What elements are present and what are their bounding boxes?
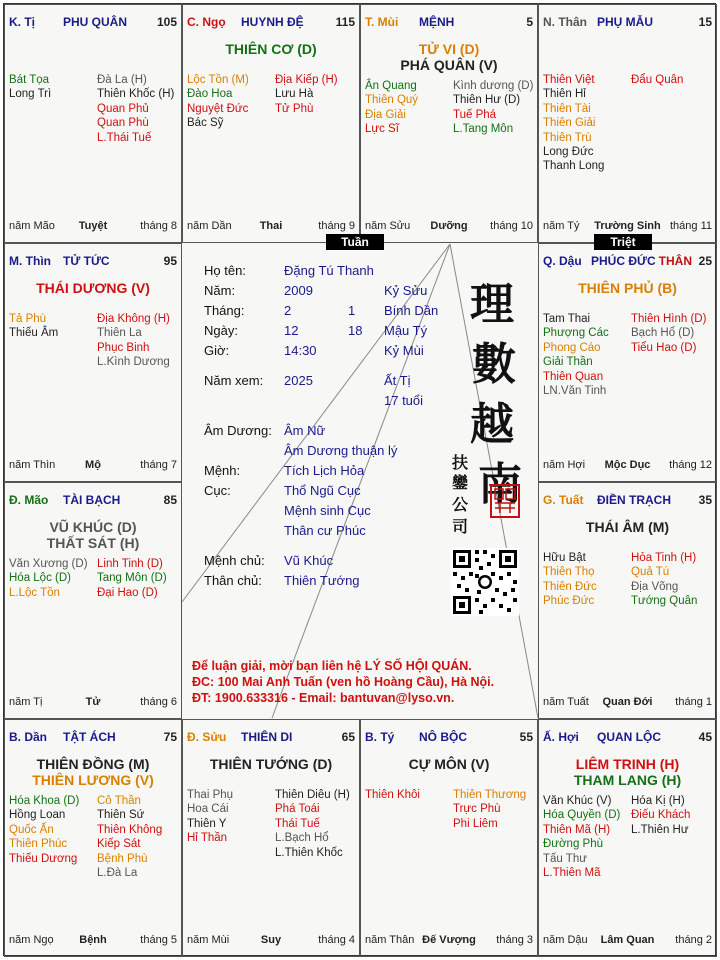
palace-footer (9, 696, 177, 710)
minor-stars-left (543, 312, 609, 398)
view-year-value: 2025 (284, 373, 313, 388)
palace-position: C. Ngọ (187, 15, 226, 29)
palace-number: 35 (698, 493, 712, 507)
triet-tag: Triệt (594, 234, 652, 250)
palace-footer (9, 220, 177, 234)
minor-star: Long Trì (9, 88, 52, 101)
palace-position: M. Thìn (9, 254, 51, 268)
minor-star: Tử Phù (275, 102, 314, 115)
minor-star: Hóa Kị (H) (631, 795, 685, 807)
minor-star: L.Thiên Hư (631, 823, 689, 836)
footer-year: năm Tý (543, 220, 580, 232)
palace-number: 115 (335, 15, 355, 29)
palace-name: ĐIỀN TRẠCH (597, 493, 671, 507)
palace-position: G. Tuất (543, 493, 584, 507)
thanchu-value: Thiên Tướng (284, 573, 360, 588)
seal-char-3: 公 (451, 495, 468, 514)
minor-star: Văn Khúc (V) (543, 795, 612, 807)
palace-header (9, 15, 177, 31)
palace-name: THIÊN DI (241, 730, 293, 744)
minor-star: Lưu Hà (275, 88, 314, 101)
month-lunar: 1 (348, 303, 356, 318)
palace-position: B. Tý (365, 730, 395, 744)
day-label: Ngày: (204, 323, 238, 338)
major-star: PHÁ QUÂN (V) (400, 57, 498, 73)
minor-star: Thiên Không (97, 823, 163, 836)
palace-footer (543, 459, 712, 473)
major-star: CỰ MÔN (V) (408, 756, 490, 772)
calligraphy-char-3: 越 (470, 399, 514, 450)
minor-star: Long Đức (543, 145, 594, 158)
minor-star: Phi Liêm (453, 817, 498, 830)
palace-header (365, 730, 533, 746)
footer-month: tháng 8 (140, 220, 177, 232)
major-star: TỬ VI (D) (418, 41, 480, 57)
minor-stars-left (365, 788, 420, 802)
footer-month: tháng 7 (140, 459, 177, 471)
minor-stars-left (543, 551, 597, 609)
palace-name: TÀI BẠCH (63, 493, 121, 507)
minor-stars-left (9, 557, 88, 600)
palace-position: Q. Dậu (543, 254, 582, 268)
footer-year: năm Mão (9, 220, 55, 232)
minor-star: Thiên Mã (H) (543, 823, 611, 836)
minor-star: LN.Văn Tinh (543, 384, 607, 397)
amduong-label: Âm Dương: (204, 423, 272, 438)
palace-cell-ngo (182, 4, 360, 243)
minor-stars-right (631, 551, 697, 609)
minor-star: Thiên Phúc (9, 838, 68, 851)
footer-stage: Tử (85, 696, 101, 708)
footer-month: tháng 4 (318, 934, 355, 946)
palace-name: MỆNH (419, 15, 455, 29)
major-star: THIÊN PHỦ (B) (578, 280, 677, 296)
palace-header (9, 730, 177, 746)
palace-header (543, 730, 712, 746)
menh-label: Mệnh: (204, 463, 241, 478)
major-star: THÁI ÂM (M) (585, 519, 670, 535)
minor-star: L.Thiên Khốc (275, 846, 343, 859)
year-can: Kỷ Sửu (384, 283, 428, 298)
palace-footer (543, 696, 712, 710)
palace-cell-suu (182, 719, 360, 957)
month-can: Bính Dần (384, 303, 439, 318)
minor-star: Hỉ Thần (187, 832, 228, 845)
palace-footer (187, 220, 355, 234)
minor-stars-left (543, 73, 604, 174)
footer-year: năm Ngọ (9, 934, 54, 946)
minor-star: Hoa Cái (187, 803, 229, 816)
minor-star: Bát Tọa (9, 74, 50, 86)
footer-month: tháng 9 (318, 220, 355, 232)
minor-star: Ân Quang (365, 80, 417, 92)
minor-star: Bạch Hổ (D) (631, 327, 695, 340)
palace-cell-mao (4, 482, 182, 719)
major-star: THÁI DƯƠNG (V) (36, 280, 150, 296)
minor-stars-right (275, 788, 350, 860)
menh-value: Tích Lịch Hỏa (284, 463, 365, 478)
minor-star: Điếu Khách (631, 809, 691, 822)
minor-star: Nguyệt Đức (187, 102, 249, 115)
minor-star: Hóa Lộc (D) (9, 572, 71, 585)
palace-name: TẬT ÁCH (63, 730, 116, 744)
palace-position: Ấ. Hợi (543, 730, 579, 744)
minor-star: Phượng Các (543, 327, 609, 340)
minor-star: Quả Tú (631, 566, 670, 579)
minor-star: L.Đà La (97, 866, 138, 879)
minor-star: L.Bạch Hổ (275, 832, 329, 845)
palace-cell-ty (4, 4, 182, 243)
tuan-tag: Tuần (326, 234, 384, 250)
footer-year: năm Dần (187, 220, 232, 232)
view-year-can: Ất Tị (384, 373, 411, 388)
minor-star: Địa Võng (631, 580, 679, 593)
minor-star: Hóa Khoa (D) (9, 795, 80, 807)
minor-star: Hữu Bật (543, 552, 586, 564)
minor-star: Giải Thần (543, 356, 593, 369)
minor-star: Thiên Y (187, 817, 227, 830)
minor-star: Thiên Khôi (365, 789, 420, 801)
minor-stars-left (187, 73, 249, 131)
footer-month: tháng 3 (496, 934, 533, 946)
minor-stars-right (97, 557, 167, 600)
name-value: Đặng Tú Thanh (284, 263, 374, 278)
palace-number: 85 (163, 493, 177, 507)
minor-star: Thiên Hình (D) (631, 313, 707, 325)
footer-stage: Mộc Dục (604, 459, 651, 471)
month-label: Tháng: (204, 303, 245, 318)
palace-footer (365, 934, 533, 948)
palace-header (9, 493, 177, 509)
minor-stars-left (9, 312, 58, 341)
palace-position: B. Dần (9, 730, 48, 744)
footer-stage: Đế Vượng (422, 934, 476, 946)
major-star: THAM LANG (H) (573, 772, 682, 788)
calligraphy-char-4: 南 (478, 459, 522, 510)
major-star: THIÊN CƠ (D) (225, 41, 317, 57)
contact-line-3: ĐT: 1900.633316 - Email: bantuvan@lyso.vn. (192, 691, 455, 705)
minor-star: Kình dương (D) (453, 80, 534, 92)
year-value: 2009 (284, 283, 313, 298)
palace-number: 25 (698, 254, 712, 268)
minor-star: Địa Không (H) (97, 313, 170, 325)
day-lunar: 18 (348, 323, 363, 338)
minor-star: Trực Phù (453, 803, 501, 816)
hour-value: 14:30 (284, 343, 317, 358)
calligraphy-char-1: 理 (470, 279, 514, 330)
minor-star: Thiên Sứ (97, 809, 145, 822)
minor-star: Hỏa Tinh (H) (631, 552, 697, 564)
palace-header (365, 15, 533, 31)
month-value: 2 (284, 303, 292, 318)
footer-stage: Lâm Quan (600, 934, 655, 946)
palace-cell-dan (4, 719, 182, 957)
cuc-detail-1: Mệnh sinh Cục (284, 503, 371, 518)
palace-number: 75 (163, 730, 177, 744)
palace-footer (543, 220, 712, 234)
minor-stars-left (9, 73, 51, 102)
amduong-value: Âm Nữ (284, 423, 326, 438)
minor-star: Đường Phù (543, 838, 603, 851)
minor-stars-left (187, 788, 233, 846)
minor-star: Thiên La (97, 327, 142, 340)
palace-position: Đ. Mão (9, 493, 49, 507)
menhchu-value: Vũ Khúc (284, 553, 334, 568)
minor-star: Tiểu Hao (D) (631, 341, 697, 354)
footer-year: năm Sửu (365, 220, 411, 232)
footer-month: tháng 6 (140, 696, 177, 708)
minor-star: Thiên Việt (543, 74, 595, 86)
view-year-label: Năm xem: (204, 373, 264, 388)
palace-position: N. Thân (543, 15, 587, 29)
minor-star: Thiên Giải (543, 117, 596, 130)
cuc-detail-2: Thân cư Phúc (284, 523, 366, 538)
minor-star: Thiên Thọ (543, 566, 595, 579)
minor-star: Tam Thai (543, 313, 591, 325)
palace-name: PHỤ MẪU (597, 15, 653, 29)
minor-star: L.Lộc Tồn (9, 586, 60, 599)
footer-stage: Bệnh (79, 934, 107, 946)
cuc-value: Thổ Ngũ Cục (284, 483, 361, 498)
minor-star: Quốc Ấn (9, 823, 54, 836)
palace-number: 65 (341, 730, 355, 744)
major-star: VŨ KHÚC (D) (49, 519, 137, 535)
minor-star: Thiên Quý (365, 94, 419, 107)
footer-stage: Dưỡng (430, 220, 468, 232)
hour-label: Giờ: (204, 343, 230, 358)
major-star: THẤT SÁT (H) (46, 535, 140, 551)
minor-star: Địa Kiếp (H) (275, 74, 338, 86)
palace-name: QUAN LỘC (597, 730, 661, 744)
cuc-label: Cục: (204, 483, 231, 498)
minor-star: Tả Phù (9, 313, 47, 325)
minor-star: Lộc Tồn (M) (187, 74, 249, 86)
minor-star: Phục Binh (97, 341, 150, 354)
palace-footer (187, 934, 355, 948)
minor-star: Cô Thần (97, 795, 141, 807)
palace-name: HUYNH ĐỆ (241, 15, 304, 29)
palace-name: PHÚC ĐỨC (591, 254, 656, 268)
palace-cell-dau (538, 243, 717, 482)
age-value: 17 tuổi (384, 393, 424, 408)
minor-stars-left (543, 794, 620, 880)
minor-star: L.Thái Tuế (97, 131, 152, 144)
palace-cell-than (538, 4, 717, 243)
footer-year: năm Thân (365, 934, 415, 946)
minor-star: Thái Tuế (275, 817, 320, 830)
footer-month: tháng 11 (669, 220, 712, 232)
footer-year: năm Dậu (543, 934, 588, 946)
amduong-detail: Âm Dương thuận lý (284, 443, 398, 458)
palace-cell-hoi (538, 719, 717, 957)
red-seal-icon (490, 484, 520, 518)
palace-header (543, 254, 712, 270)
minor-star: Hóa Quyền (D) (543, 809, 621, 822)
minor-star: Tấu Thư (543, 852, 587, 865)
palace-cell-tuat (538, 482, 717, 719)
footer-month: tháng 5 (140, 934, 177, 946)
minor-stars-right (275, 73, 338, 116)
footer-month: tháng 10 (490, 220, 533, 232)
palace-header (543, 15, 712, 31)
palace-name: NÔ BỘC (419, 730, 467, 744)
footer-stage: Mộ (85, 459, 101, 471)
minor-star: Đà La (H) (97, 74, 147, 86)
minor-star: Linh Tinh (D) (97, 558, 163, 570)
thanchu-label: Thân chủ: (204, 573, 262, 588)
footer-month: tháng 1 (675, 696, 712, 708)
minor-star: Thiếu Dương (9, 852, 78, 865)
footer-year: năm Mùi (187, 934, 230, 946)
contact-line-2: ĐC: 100 Mai Anh Tuấn (ven hồ Hoàng Cầu), Hà Nội. (192, 675, 495, 689)
qr-code-icon (451, 548, 519, 616)
palace-footer (9, 934, 177, 948)
footer-year: năm Thìn (9, 459, 56, 471)
palace-number: 5 (526, 15, 533, 29)
palace-header (187, 730, 355, 746)
minor-star: Thiếu Âm (9, 327, 59, 340)
palace-name: TỬ TỨC (63, 254, 110, 268)
minor-stars-left (365, 79, 418, 137)
footer-stage: Tuyệt (78, 220, 108, 232)
palace-position: K. Tị (9, 15, 35, 29)
footer-month: tháng 2 (675, 934, 712, 946)
seal-char-4: 司 (451, 517, 468, 536)
footer-stage: Suy (260, 934, 282, 946)
minor-star: Thiên Đức (543, 580, 597, 593)
hour-can: Kỷ Mùi (384, 343, 424, 358)
footer-stage: Thai (259, 220, 283, 232)
palace-position: T. Mùi (365, 15, 399, 29)
minor-star: Thiên Tài (543, 102, 591, 115)
minor-star: Thai Phụ (187, 789, 234, 801)
palace-number: 95 (163, 254, 177, 268)
palace-cell-mui (360, 4, 538, 243)
minor-star: Đẩu Quân (631, 74, 684, 86)
minor-star: Lực Sĩ (365, 123, 399, 136)
footer-month: tháng 12 (669, 459, 712, 471)
minor-star: Văn Xương (D) (9, 558, 88, 570)
minor-star: Đào Hoa (187, 88, 233, 101)
minor-star: Kiếp Sát (97, 838, 141, 851)
name-label: Họ tên: (204, 263, 246, 278)
minor-star: Địa Giải (365, 108, 406, 121)
palace-footer (365, 220, 533, 234)
than-marker: THÂN (658, 254, 692, 268)
minor-star: Thiên Hư (D) (453, 94, 521, 107)
palace-header (187, 15, 355, 31)
minor-stars-left (9, 794, 79, 866)
minor-star: L.Tang Môn (453, 123, 514, 136)
contact-line-1: Để luận giải, mời bạn liên hệ LÝ SỐ HỘI QUÁN. (192, 659, 472, 673)
minor-star: Thiên Khốc (H) (97, 88, 175, 101)
palace-position: Đ. Sửu (187, 730, 227, 744)
minor-star: Tướng Quân (631, 595, 698, 608)
major-star: THIÊN TƯỚNG (D) (209, 756, 333, 772)
minor-stars-right (631, 312, 706, 355)
minor-star: Bác Sỹ (187, 117, 224, 130)
footer-stage: Trường Sinh (594, 220, 661, 232)
minor-stars-right (453, 788, 526, 831)
minor-stars-right (97, 794, 162, 880)
day-can: Mậu Tý (384, 323, 428, 338)
palace-name: PHU QUÂN (63, 15, 128, 29)
minor-stars-right (97, 312, 170, 370)
minor-star: Tang Môn (D) (97, 572, 167, 585)
palace-number: 105 (156, 15, 177, 29)
footer-stage: Quan Đới (602, 696, 653, 708)
minor-star: Quan Phủ (97, 102, 149, 115)
minor-star: L.Thiên Mã (543, 866, 601, 879)
major-star: THIÊN ĐỒNG (M) (36, 756, 150, 772)
palace-header (543, 493, 712, 509)
palace-header (9, 254, 177, 270)
minor-stars-right (631, 73, 683, 87)
minor-stars-right (631, 794, 690, 837)
minor-star: Thiên Hỉ (543, 88, 586, 101)
minor-star: Tuế Phá (453, 108, 497, 121)
palace-number: 55 (519, 730, 533, 744)
footer-year: năm Hợi (543, 459, 586, 471)
major-star: THIÊN LƯƠNG (V) (32, 772, 154, 788)
minor-star: Phong Cáo (543, 341, 601, 354)
minor-star: Đại Hao (D) (97, 586, 158, 599)
seal-char-1: 扶 (451, 453, 468, 472)
major-star: LIÊM TRINH (H) (575, 756, 680, 772)
minor-star: Bệnh Phù (97, 852, 148, 865)
palace-footer (543, 934, 712, 948)
minor-stars-right (453, 79, 533, 137)
menhchu-label: Mệnh chủ: (204, 553, 265, 568)
palace-cell-ty2 (360, 719, 538, 957)
calligraphy-char-2: 數 (472, 339, 516, 390)
palace-cell-thin (4, 243, 182, 482)
minor-star: Thiên Diêu (H) (275, 789, 350, 801)
minor-star: Phúc Đức (543, 595, 595, 608)
minor-stars-right (97, 73, 174, 145)
minor-star: Thiên Thương (453, 789, 527, 801)
minor-star: Thiên Trù (543, 131, 592, 144)
footer-year: năm Tị (9, 696, 43, 708)
minor-star: Phá Toái (275, 803, 320, 816)
day-value: 12 (284, 323, 299, 338)
minor-star: Quan Phù (97, 117, 149, 130)
palace-footer (9, 459, 177, 473)
minor-star: Thiên Quan (543, 370, 604, 383)
year-label: Năm: (204, 283, 236, 298)
palace-number: 15 (698, 15, 712, 29)
minor-star: Thanh Long (543, 160, 605, 173)
footer-year: năm Tuất (543, 696, 589, 708)
minor-star: Hồng Loan (9, 809, 66, 822)
palace-number: 45 (698, 730, 712, 744)
minor-star: L.Kình Dương (97, 356, 170, 369)
seal-char-2: 鑾 (451, 473, 468, 492)
